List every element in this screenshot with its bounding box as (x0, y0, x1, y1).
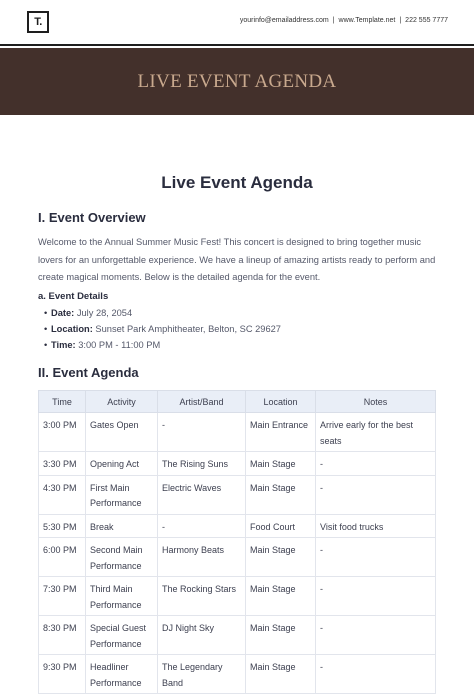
agenda-heading: II. Event Agenda (38, 365, 139, 380)
cell-artist: - (158, 413, 246, 452)
event-details-heading: a. Event Details (38, 291, 109, 302)
cell-location: Main Stage (246, 475, 316, 514)
cell-activity: Headliner Performance (86, 655, 158, 694)
cell-activity: First Main Performance (86, 475, 158, 514)
column-header: Location (246, 391, 316, 413)
table-header-row (39, 391, 436, 413)
contact-email: yourinfo@emailaddress.com (239, 17, 329, 24)
cell-artist: DJ Night Sky (158, 616, 246, 655)
column-header: Artist/Band (158, 391, 246, 413)
cell-time: 8:30 PM (39, 616, 86, 655)
title-banner (0, 48, 474, 115)
cell-activity: Third Main Performance (86, 577, 158, 616)
cell-location: Main Stage (246, 655, 316, 694)
agenda-table (38, 390, 436, 694)
cell-time: 9:30 PM (39, 655, 86, 694)
overview-heading: I. Event Overview (38, 210, 146, 225)
cell-activity: Second Main Performance (86, 538, 158, 577)
cell-notes: - (316, 538, 436, 577)
cell-notes: - (316, 475, 436, 514)
detail-label: Date: (51, 308, 75, 318)
cell-time: 7:30 PM (39, 577, 86, 616)
table-row (39, 655, 436, 694)
detail-time (44, 337, 281, 353)
contact-website: www.Template.net (338, 17, 396, 24)
table-row (39, 616, 436, 655)
cell-notes: Visit food trucks (316, 514, 436, 538)
cell-notes: - (316, 655, 436, 694)
table-row (39, 577, 436, 616)
cell-time: 4:30 PM (39, 475, 86, 514)
table-row (39, 538, 436, 577)
contact-separator: | (399, 17, 402, 24)
cell-notes: - (316, 577, 436, 616)
cell-location: Main Entrance (246, 413, 316, 452)
cell-time: 3:00 PM (39, 413, 86, 452)
template-logo: T. (27, 11, 49, 33)
detail-value: July 28, 2054 (74, 308, 133, 318)
column-header: Notes (316, 391, 436, 413)
overview-paragraph: Welcome to the Annual Summer Music Fest! This concert is designed to bring together music lovers for an unforgettable experience. We have a lineup of amazing artists ready to perform and create magical moments. Below is the detailed agenda for the event. (38, 237, 436, 282)
cell-artist: The Rocking Stars (158, 577, 246, 616)
cell-time: 6:00 PM (39, 538, 86, 577)
cell-artist: The Rising Suns (158, 452, 246, 476)
contact-separator: | (332, 17, 335, 24)
cell-location: Food Court (246, 514, 316, 538)
contact-phone: 222 555 7777 (405, 17, 448, 24)
page-header (0, 0, 474, 44)
bullet: • (44, 340, 48, 350)
cell-time: 3:30 PM (39, 452, 86, 476)
cell-notes: Arrive early for the best seats (316, 413, 436, 452)
cell-artist: Harmony Beats (158, 538, 246, 577)
detail-location (44, 321, 281, 337)
cell-activity: Special Guest Performance (86, 616, 158, 655)
cell-artist: Electric Waves (158, 475, 246, 514)
cell-time: 5:30 PM (39, 514, 86, 538)
table-row (39, 452, 436, 476)
cell-location: Main Stage (246, 538, 316, 577)
detail-date (44, 305, 281, 321)
cell-activity: Gates Open (86, 413, 158, 452)
cell-location: Main Stage (246, 452, 316, 476)
table-row (39, 475, 436, 514)
column-header: Time (39, 391, 86, 413)
detail-value: 3:00 PM - 11:00 PM (75, 340, 161, 350)
detail-label: Time: (51, 340, 76, 350)
bullet: • (44, 308, 48, 318)
document-title: Live Event Agenda (161, 173, 313, 192)
contact-info (240, 17, 448, 24)
column-header: Activity (86, 391, 158, 413)
cell-artist: - (158, 514, 246, 538)
detail-value: Sunset Park Amphitheater, Belton, SC 29627 (92, 324, 281, 334)
header-divider (0, 44, 474, 46)
cell-location: Main Stage (246, 616, 316, 655)
cell-activity: Break (86, 514, 158, 538)
cell-notes: - (316, 452, 436, 476)
event-details-list (44, 305, 281, 353)
cell-artist: The Legendary Band (158, 655, 246, 694)
banner-title: LIVE EVENT AGENDA (137, 70, 337, 92)
cell-activity: Opening Act (86, 452, 158, 476)
detail-label: Location: (51, 324, 93, 334)
table-row (39, 413, 436, 452)
cell-location: Main Stage (246, 577, 316, 616)
cell-notes: - (316, 616, 436, 655)
table-row (39, 514, 436, 538)
bullet: • (44, 324, 48, 334)
